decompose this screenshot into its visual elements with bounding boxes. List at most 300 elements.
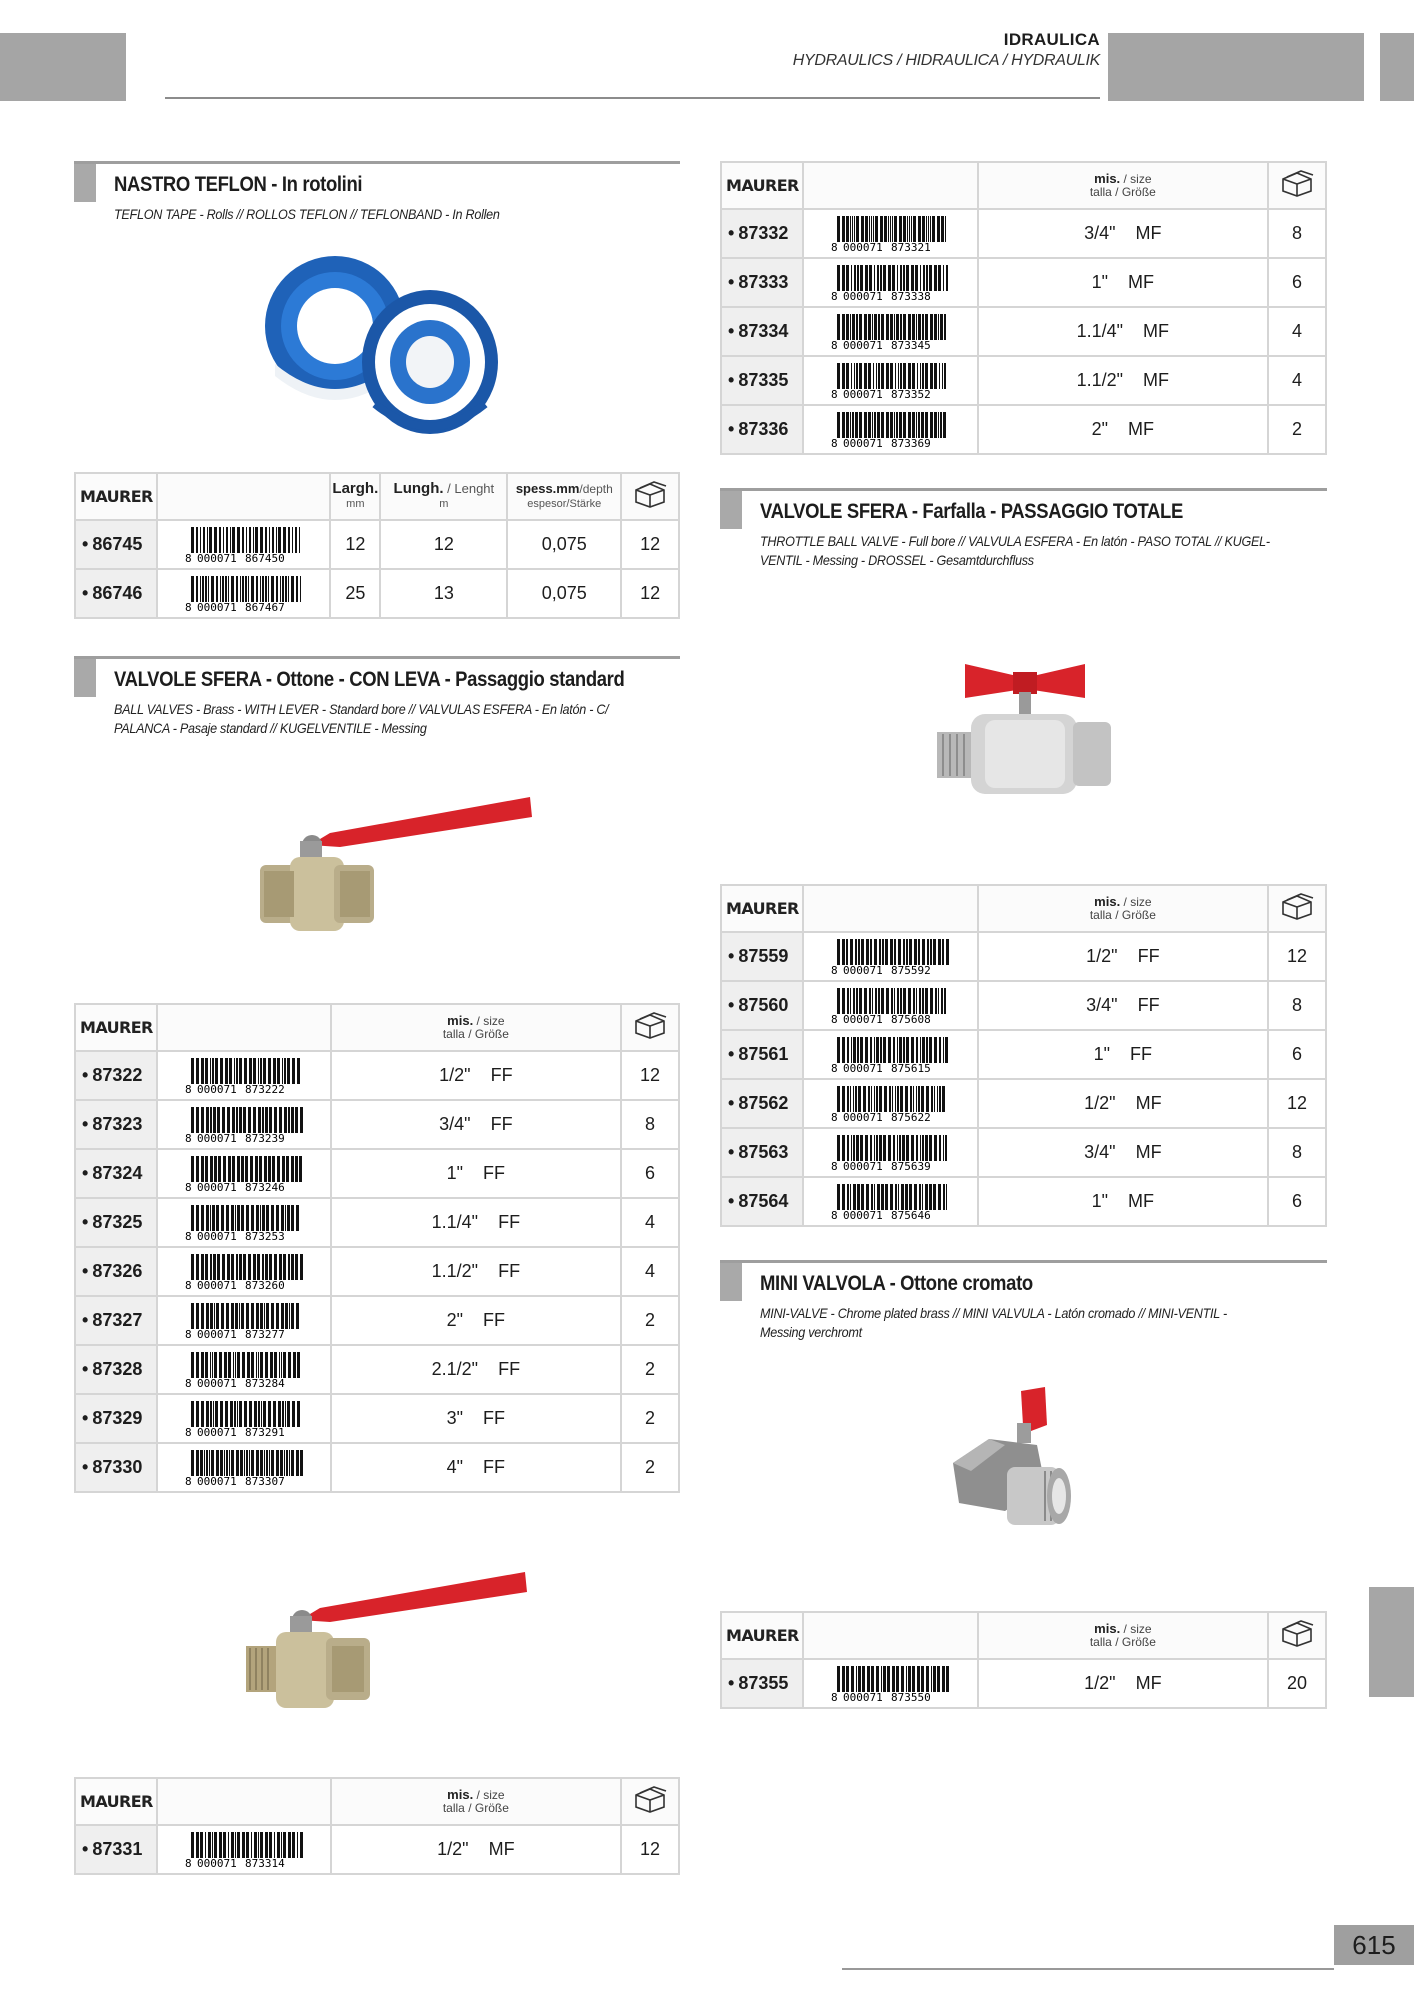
table-row [721, 981, 1326, 1030]
size-value: 1/2" FF [978, 932, 1269, 981]
svg-text:000071: 000071 [196, 551, 237, 564]
table-row [75, 1051, 679, 1100]
header-left-block [0, 33, 126, 101]
size-value: 4" FF [331, 1443, 622, 1492]
table-row [721, 932, 1326, 981]
ball-valves-lever-table [74, 1003, 680, 1493]
table-row [721, 1079, 1326, 1128]
footer-rule [842, 1968, 1334, 1970]
svg-text:000071: 000071 [196, 1229, 237, 1242]
svg-text:875615: 875615 [891, 1061, 932, 1074]
product-code: • 87330 [75, 1443, 157, 1492]
svg-text:000071: 000071 [843, 436, 884, 449]
product-code: • 87562 [721, 1079, 803, 1128]
svg-text:000071: 000071 [843, 1159, 884, 1172]
package-qty: 2 [621, 1296, 679, 1345]
size-header: mis. / size talla / Größe [978, 1612, 1269, 1659]
barcode-cell [157, 1198, 331, 1247]
subtitle-line: PALANCA - Pasaje standard // KUGELVENTILE - Messing [114, 720, 427, 736]
ball-valves-lever-mf-table-right [720, 161, 1327, 455]
svg-text:000071: 000071 [843, 1690, 884, 1703]
product-code: • 87336 [721, 405, 803, 454]
barcode-cell [803, 258, 978, 307]
svg-text:873550: 873550 [891, 1690, 932, 1703]
brand-cell [75, 473, 157, 520]
package-qty: 4 [621, 1247, 679, 1296]
section-title: VALVOLE SFERA - Farfalla - PASSAGGIO TOTALE [760, 500, 1183, 523]
section-tab [74, 659, 96, 697]
svg-text:875646: 875646 [891, 1208, 932, 1221]
table-row [75, 1149, 679, 1198]
svg-text:000071: 000071 [196, 1278, 237, 1291]
length-value: 12 [380, 520, 507, 569]
barcode-cell [803, 1659, 978, 1708]
table-row [75, 1247, 679, 1296]
svg-text:000071: 000071 [843, 1208, 884, 1221]
table-row [75, 1394, 679, 1443]
product-code: • 87559 [721, 932, 803, 981]
svg-text:000071: 000071 [843, 963, 884, 976]
section-teflon [74, 161, 680, 241]
package-qty: 12 [1268, 1079, 1326, 1128]
header-category [793, 30, 1100, 70]
section-tab [720, 1263, 742, 1301]
barcode-cell [157, 520, 330, 569]
package-qty: 6 [1268, 1177, 1326, 1226]
svg-text:873239: 873239 [244, 1131, 285, 1144]
package-qty: 4 [1268, 356, 1326, 405]
width-value: 12 [330, 520, 380, 569]
svg-text:8: 8 [184, 1278, 192, 1291]
product-code: • 87326 [75, 1247, 157, 1296]
package-qty: 8 [621, 1100, 679, 1149]
package-header [621, 1004, 679, 1051]
barcode-icon [183, 1351, 305, 1389]
length-label-alt: / Lenght [447, 481, 495, 496]
barcode-cell [803, 307, 978, 356]
package-header [1268, 162, 1326, 209]
svg-text:873338: 873338 [891, 289, 932, 302]
size-value: 1" MF [978, 1177, 1269, 1226]
package-qty: 8 [1268, 209, 1326, 258]
barcode-icon [183, 1400, 305, 1438]
thickness-header [507, 473, 621, 520]
svg-text:8: 8 [184, 1425, 192, 1438]
barcode-icon [829, 313, 951, 351]
svg-text:873253: 873253 [244, 1229, 285, 1242]
page-number: 615 [1334, 1925, 1414, 1965]
barcode-icon [829, 215, 951, 253]
size-value: 1" MF [978, 258, 1269, 307]
svg-text:875592: 875592 [891, 963, 932, 976]
svg-text:875622: 875622 [891, 1110, 932, 1123]
barcode-icon [829, 362, 951, 400]
size-value: 3/4" FF [978, 981, 1269, 1030]
section-title: VALVOLE SFERA - Ottone - CON LEVA - Passaggio standard [114, 668, 625, 691]
barcode-cell [803, 405, 978, 454]
barcode-cell [157, 1394, 331, 1443]
barcode-cell [157, 1100, 331, 1149]
package-box-icon [632, 480, 668, 508]
product-code: • 87322 [75, 1051, 157, 1100]
size-value: 1.1/4" MF [978, 307, 1269, 356]
svg-text:873277: 873277 [244, 1327, 285, 1340]
table-row [721, 1659, 1326, 1708]
svg-text:873314: 873314 [244, 1856, 285, 1869]
svg-text:8: 8 [831, 1208, 838, 1221]
width-unit: mm [346, 498, 365, 510]
svg-text:8: 8 [184, 1229, 192, 1242]
table-row [721, 1177, 1326, 1226]
barcode-cell [803, 209, 978, 258]
svg-text:873260: 873260 [244, 1278, 285, 1291]
brand-logo: MAURER [80, 1017, 153, 1037]
side-index-tab [1369, 1587, 1414, 1697]
subtitle-line: Messing verchromt [760, 1324, 862, 1340]
size-value: 3/4" FF [331, 1100, 622, 1149]
length-unit: m [439, 498, 449, 510]
svg-text:000071: 000071 [843, 1012, 884, 1025]
product-code: • 87355 [721, 1659, 803, 1708]
product-code: • 87329 [75, 1394, 157, 1443]
width-header [330, 473, 380, 520]
svg-text:000071: 000071 [196, 1180, 237, 1193]
barcode-icon [183, 526, 305, 564]
table-row [75, 569, 679, 618]
size-value: 1/2" MF [331, 1825, 622, 1874]
table-row [721, 1030, 1326, 1079]
section-title: NASTRO TEFLON - In rotolini [114, 173, 363, 196]
svg-text:000071: 000071 [196, 1474, 237, 1487]
barcode-cell [157, 1825, 331, 1874]
mini-valve-photo [945, 1385, 1085, 1550]
package-qty: 6 [621, 1149, 679, 1198]
size-value: 1/2" MF [978, 1079, 1269, 1128]
package-qty: 6 [1268, 1030, 1326, 1079]
barcode-icon [183, 1204, 305, 1242]
svg-text:873321: 873321 [891, 240, 932, 253]
svg-text:8: 8 [831, 387, 838, 400]
product-code: • 87331 [75, 1825, 157, 1874]
svg-text:8: 8 [184, 600, 192, 613]
size-value: 1.1/2" FF [331, 1247, 622, 1296]
svg-text:8: 8 [831, 1061, 838, 1074]
brand-logo: MAURER [726, 898, 799, 918]
table-row [75, 1296, 679, 1345]
svg-text:875608: 875608 [891, 1012, 932, 1025]
barcode-cell [157, 1247, 331, 1296]
svg-text:867450: 867450 [244, 551, 285, 564]
subtitle-line: MINI-VALVE - Chrome plated brass // MINI VALVULA - Latón cromado // MINI-VENTIL - [760, 1305, 1227, 1321]
product-code: • 87325 [75, 1198, 157, 1247]
package-header [621, 1778, 679, 1825]
thickness-value: 0,075 [507, 569, 621, 618]
barcode-icon [183, 1057, 305, 1095]
size-value: 3/4" MF [978, 1128, 1269, 1177]
svg-text:000071: 000071 [843, 240, 884, 253]
package-qty: 12 [621, 520, 679, 569]
barcode-cell [157, 1051, 331, 1100]
svg-text:8: 8 [184, 1474, 192, 1487]
barcode-cell [157, 1443, 331, 1492]
width-value: 25 [330, 569, 380, 618]
svg-text:000071: 000071 [196, 1425, 237, 1438]
product-code: • 87324 [75, 1149, 157, 1198]
svg-text:8: 8 [831, 1012, 838, 1025]
barcode-cell [803, 932, 978, 981]
section-rule [74, 656, 680, 659]
svg-text:875639: 875639 [891, 1159, 932, 1172]
svg-text:8: 8 [831, 1690, 838, 1703]
barcode-icon [829, 1183, 951, 1221]
subtitle-line: VENTIL - Messing - DROSSEL - Gesamtdurchfluss [760, 552, 1034, 568]
barcode-cell [157, 1149, 331, 1198]
butterfly-table [720, 884, 1327, 1227]
butterfly-valve-photo [935, 650, 1115, 800]
table-row [75, 1100, 679, 1149]
svg-text:873246: 873246 [244, 1180, 285, 1193]
barcode-cell [803, 1079, 978, 1128]
package-box-icon [1279, 169, 1315, 197]
size-header: mis. / size talla / Größe [978, 885, 1269, 932]
brand-cell [75, 1778, 157, 1825]
section-title: MINI VALVOLA - Ottone cromato [760, 1272, 1033, 1295]
svg-text:000071: 000071 [843, 1110, 884, 1123]
package-qty: 8 [1268, 1128, 1326, 1177]
svg-text:8: 8 [184, 551, 192, 564]
brand-cell [75, 1004, 157, 1051]
package-qty: 12 [621, 569, 679, 618]
svg-text:873369: 873369 [891, 436, 932, 449]
size-value: 1/2" FF [331, 1051, 622, 1100]
table-row [75, 1345, 679, 1394]
svg-text:8: 8 [831, 963, 838, 976]
product-code: • 86746 [75, 569, 157, 618]
table-row [721, 258, 1326, 307]
barcode-icon [829, 938, 951, 976]
section-subtitle [760, 1304, 1227, 1342]
product-code: • 87332 [721, 209, 803, 258]
brand-cell [721, 1612, 803, 1659]
size-header: mis. / size talla / Größe [331, 1004, 622, 1051]
svg-text:873284: 873284 [244, 1376, 285, 1389]
size-value: 1.1/4" FF [331, 1198, 622, 1247]
svg-text:000071: 000071 [843, 387, 884, 400]
package-qty: 20 [1268, 1659, 1326, 1708]
svg-text:000071: 000071 [196, 1856, 237, 1869]
brand-cell [721, 885, 803, 932]
package-qty: 12 [621, 1825, 679, 1874]
package-qty: 12 [1268, 932, 1326, 981]
svg-text:873307: 873307 [244, 1474, 285, 1487]
section-mini-valve [720, 1260, 1327, 1340]
svg-text:8: 8 [831, 1110, 838, 1123]
svg-text:8: 8 [184, 1327, 192, 1340]
product-code: • 87560 [721, 981, 803, 1030]
product-code: • 86745 [75, 520, 157, 569]
svg-text:873291: 873291 [244, 1425, 285, 1438]
barcode-icon [829, 1085, 951, 1123]
package-header [1268, 1612, 1326, 1659]
size-value: 3" FF [331, 1394, 622, 1443]
package-box-icon [632, 1011, 668, 1039]
svg-text:873222: 873222 [244, 1082, 285, 1095]
brand-logo: MAURER [726, 175, 799, 195]
teflon-tape-photo [255, 244, 505, 444]
header-rule [165, 97, 1100, 99]
svg-text:8: 8 [831, 240, 838, 253]
svg-text:8: 8 [831, 289, 838, 302]
product-code: • 87327 [75, 1296, 157, 1345]
svg-text:000071: 000071 [843, 1061, 884, 1074]
section-subtitle: TEFLON TAPE - Rolls // ROLLOS TEFLON // TEFLONBAND - In Rollen [114, 206, 500, 222]
product-code: • 87333 [721, 258, 803, 307]
barcode-icon [829, 1134, 951, 1172]
barcode-icon [829, 1665, 951, 1703]
barcode-cell [803, 1177, 978, 1226]
size-value: 1" FF [331, 1149, 622, 1198]
section-butterfly [720, 488, 1327, 568]
product-code: • 87335 [721, 356, 803, 405]
svg-text:8: 8 [184, 1082, 192, 1095]
package-header [1268, 885, 1326, 932]
svg-text:000071: 000071 [843, 289, 884, 302]
barcode-icon [829, 987, 951, 1025]
barcode-icon [183, 1106, 305, 1144]
svg-text:000071: 000071 [196, 1131, 237, 1144]
section-tab [74, 164, 96, 202]
product-code: • 87564 [721, 1177, 803, 1226]
brand-logo: MAURER [80, 486, 153, 506]
width-label: Largh. [332, 480, 379, 497]
length-label: Lungh. [393, 480, 444, 497]
table-row [721, 1128, 1326, 1177]
table-row [721, 209, 1326, 258]
size-header: mis. / size talla / Größe [331, 1778, 622, 1825]
barcode-cell [803, 356, 978, 405]
size-value: 2" MF [978, 405, 1269, 454]
product-code: • 87323 [75, 1100, 157, 1149]
barcode-icon [183, 1449, 305, 1487]
svg-text:8: 8 [831, 1159, 838, 1172]
category-title: IDRAULICA [1003, 30, 1100, 49]
package-qty: 2 [1268, 405, 1326, 454]
size-value: 2" FF [331, 1296, 622, 1345]
svg-text:000071: 000071 [196, 600, 237, 613]
barcode-cell [157, 1296, 331, 1345]
product-code: • 87328 [75, 1345, 157, 1394]
section-ball-valves-lever [74, 656, 680, 736]
svg-text:873352: 873352 [891, 387, 932, 400]
category-translations: HYDRAULICS / HIDRAULICA / HYDRAULIK [792, 52, 1100, 69]
package-header [621, 473, 679, 520]
svg-text:8: 8 [831, 338, 838, 351]
svg-text:8: 8 [184, 1376, 192, 1389]
table-row [75, 1825, 679, 1874]
barcode-icon [183, 1831, 305, 1869]
thickness-label: spess.mm [515, 481, 580, 496]
size-header: mis. / size talla / Größe [978, 162, 1269, 209]
svg-text:873345: 873345 [891, 338, 932, 351]
product-code: • 87563 [721, 1128, 803, 1177]
barcode-cell [157, 569, 330, 618]
header-edge-block [1380, 33, 1414, 101]
svg-text:000071: 000071 [196, 1082, 237, 1095]
section-subtitle [114, 700, 608, 738]
package-box-icon [1279, 1619, 1315, 1647]
barcode-icon [183, 1155, 305, 1193]
barcode-icon [829, 264, 951, 302]
size-value: 1.1/2" MF [978, 356, 1269, 405]
table-row [721, 307, 1326, 356]
ball-valve-lever-mf-photo [240, 1560, 530, 1720]
package-box-icon [632, 1785, 668, 1813]
thickness-sub: espesor/Stärke [527, 498, 602, 510]
svg-text:8: 8 [184, 1131, 192, 1144]
subtitle-line: BALL VALVES - Brass - WITH LEVER - Standard bore // VALVULAS ESFERA - En latón - C/ [114, 701, 609, 717]
table-row [75, 1443, 679, 1492]
svg-text:8: 8 [184, 1856, 192, 1869]
svg-text:867467: 867467 [244, 600, 285, 613]
barcode-cell [803, 981, 978, 1030]
barcode-icon [183, 1302, 305, 1340]
barcode-cell [157, 1345, 331, 1394]
brand-logo: MAURER [80, 1791, 153, 1811]
section-rule [720, 488, 1327, 491]
package-qty: 12 [621, 1051, 679, 1100]
ball-valve-lever-photo [250, 785, 540, 945]
subtitle-line: THROTTLE BALL VALVE - Full bore // VALVULA ESFERA - En latón - PASO TOTAL // KUGEL- [760, 533, 1270, 549]
svg-text:000071: 000071 [196, 1376, 237, 1389]
size-value: 1" FF [978, 1030, 1269, 1079]
table-row [721, 405, 1326, 454]
package-qty: 2 [621, 1394, 679, 1443]
section-subtitle [760, 532, 1270, 570]
svg-text:000071: 000071 [843, 338, 884, 351]
package-qty: 4 [621, 1198, 679, 1247]
size-value: 2.1/2" FF [331, 1345, 622, 1394]
barcode-icon [829, 1036, 951, 1074]
table-row [75, 520, 679, 569]
package-qty: 4 [1268, 307, 1326, 356]
size-value: 3/4" MF [978, 209, 1269, 258]
table-row [75, 1198, 679, 1247]
section-rule [720, 1260, 1327, 1263]
header-right-block [1108, 33, 1364, 101]
brand-cell [721, 162, 803, 209]
table-row [721, 356, 1326, 405]
teflon-table [74, 472, 680, 619]
brand-logo: MAURER [726, 1625, 799, 1645]
ball-valves-lever-mf-table [74, 1777, 680, 1875]
package-qty: 2 [621, 1443, 679, 1492]
barcode-icon [183, 1253, 305, 1291]
package-qty: 6 [1268, 258, 1326, 307]
size-value: 1/2" MF [978, 1659, 1269, 1708]
product-code: • 87561 [721, 1030, 803, 1079]
length-value: 13 [380, 569, 507, 618]
barcode-cell [803, 1030, 978, 1079]
svg-text:8: 8 [184, 1180, 192, 1193]
thickness-value: 0,075 [507, 520, 621, 569]
package-box-icon [1279, 892, 1315, 920]
mini-valve-table [720, 1611, 1327, 1709]
section-rule [74, 161, 680, 164]
svg-text:000071: 000071 [196, 1327, 237, 1340]
package-qty: 8 [1268, 981, 1326, 1030]
barcode-icon [183, 575, 305, 613]
package-qty: 2 [621, 1345, 679, 1394]
